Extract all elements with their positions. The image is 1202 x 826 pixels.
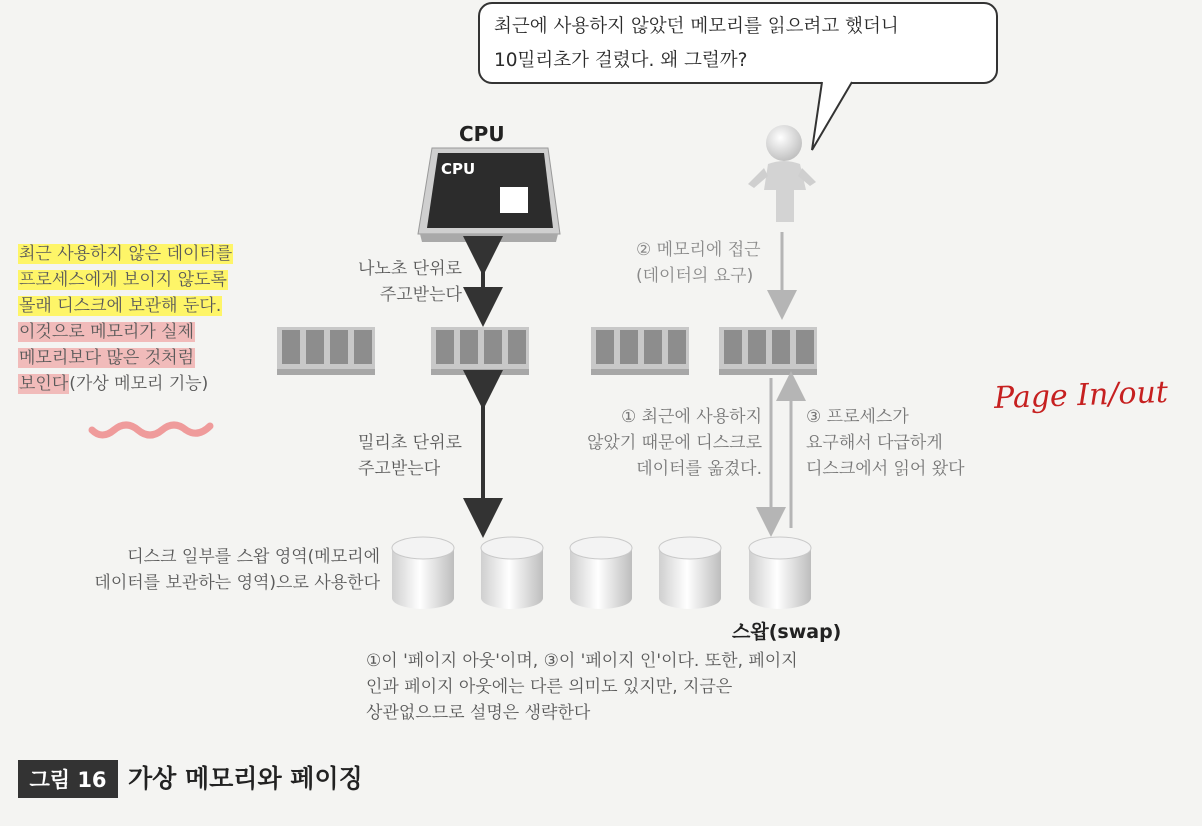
step3-label bbox=[806, 404, 965, 482]
left-note-line-1: 최근 사용하지 않은 데이터를 bbox=[19, 244, 233, 264]
memory-module-2 bbox=[431, 327, 529, 375]
step1-line-1: ① 최근에 사용하지 bbox=[620, 407, 762, 427]
left-note-line-4: 이것으로 메모리가 실제 bbox=[19, 322, 195, 342]
disk-2 bbox=[481, 537, 543, 609]
footnote bbox=[366, 648, 798, 726]
person-icon bbox=[748, 125, 816, 222]
squiggle-underline bbox=[92, 425, 210, 435]
nano-label bbox=[358, 256, 462, 308]
footnote-line-3: 상관없으므로 설명은 생략한다 bbox=[366, 703, 591, 723]
speech-line-1: 최근에 사용하지 않았던 메모리를 읽으려고 했더니 bbox=[494, 16, 899, 37]
milli-label bbox=[358, 430, 462, 482]
cpu-title: CPU bbox=[459, 122, 505, 146]
cpu-chip bbox=[418, 148, 560, 242]
memory-access-label bbox=[636, 237, 761, 289]
step1-label bbox=[564, 404, 762, 482]
left-note bbox=[18, 241, 233, 397]
disk-note-line-1: 디스크 일부를 스왑 영역(메모리에 bbox=[127, 547, 380, 567]
disk-swap bbox=[749, 537, 811, 609]
figure-title: 가상 메모리와 페이징 bbox=[128, 764, 363, 793]
swap-label: 스왑(swap) bbox=[732, 621, 842, 643]
left-note-line-2: 프로세스에게 보이지 않도록 bbox=[19, 270, 227, 290]
step3-line-1: ③ 프로세스가 bbox=[806, 407, 909, 427]
cpu-chip-label: CPU bbox=[441, 160, 476, 178]
milli-label-line-2: 주고받는다 bbox=[358, 459, 441, 479]
figure-number: 그림 16 bbox=[18, 760, 118, 798]
step3-line-3: 디스크에서 읽어 왔다 bbox=[806, 459, 965, 479]
left-note-line-3: 몰래 디스크에 보관해 둔다. bbox=[19, 296, 222, 316]
nano-label-line-2: 주고받는다 bbox=[379, 285, 462, 305]
handwritten-annotation: Page In/out bbox=[993, 374, 1169, 417]
left-note-line-5: 메모리보다 많은 것처럼 bbox=[19, 348, 195, 368]
memory-module-4 bbox=[719, 327, 817, 375]
step1-line-3: 데이터를 옮겼다. bbox=[636, 459, 762, 479]
speech-line-2: 10밀리초가 걸렸다. 왜 그럴까? bbox=[494, 50, 748, 71]
disk-3 bbox=[570, 537, 632, 609]
memory-access-line-1: ② 메모리에 접근 bbox=[636, 240, 761, 260]
footnote-line-2: 인과 페이지 아웃에는 다른 의미도 있지만, 지금은 bbox=[366, 677, 733, 697]
memory-module-1 bbox=[277, 327, 375, 375]
step3-line-2: 요구해서 다급하게 bbox=[806, 433, 943, 453]
speech-tail bbox=[812, 82, 852, 150]
nano-label-line-1: 나노초 단위로 bbox=[358, 259, 462, 279]
memory-module-3 bbox=[591, 327, 689, 375]
milli-label-line-1: 밀리초 단위로 bbox=[358, 433, 462, 453]
footnote-line-1: ①이 '페이지 아웃'이며, ③이 '페이지 인'이다. 또한, 페이지 bbox=[366, 651, 798, 671]
disk-note bbox=[70, 544, 380, 596]
disk-4 bbox=[659, 537, 721, 609]
left-note-line-6b: (가상 메모리 기능) bbox=[69, 374, 209, 394]
disk-note-line-2: 데이터를 보관하는 영역)으로 사용한다 bbox=[94, 573, 380, 593]
left-note-line-6a: 보인다 bbox=[19, 374, 69, 394]
step1-line-2: 않았기 때문에 디스크로 bbox=[586, 433, 762, 453]
disk-1 bbox=[392, 537, 454, 609]
memory-access-line-2: (데이터의 요구) bbox=[636, 266, 754, 286]
